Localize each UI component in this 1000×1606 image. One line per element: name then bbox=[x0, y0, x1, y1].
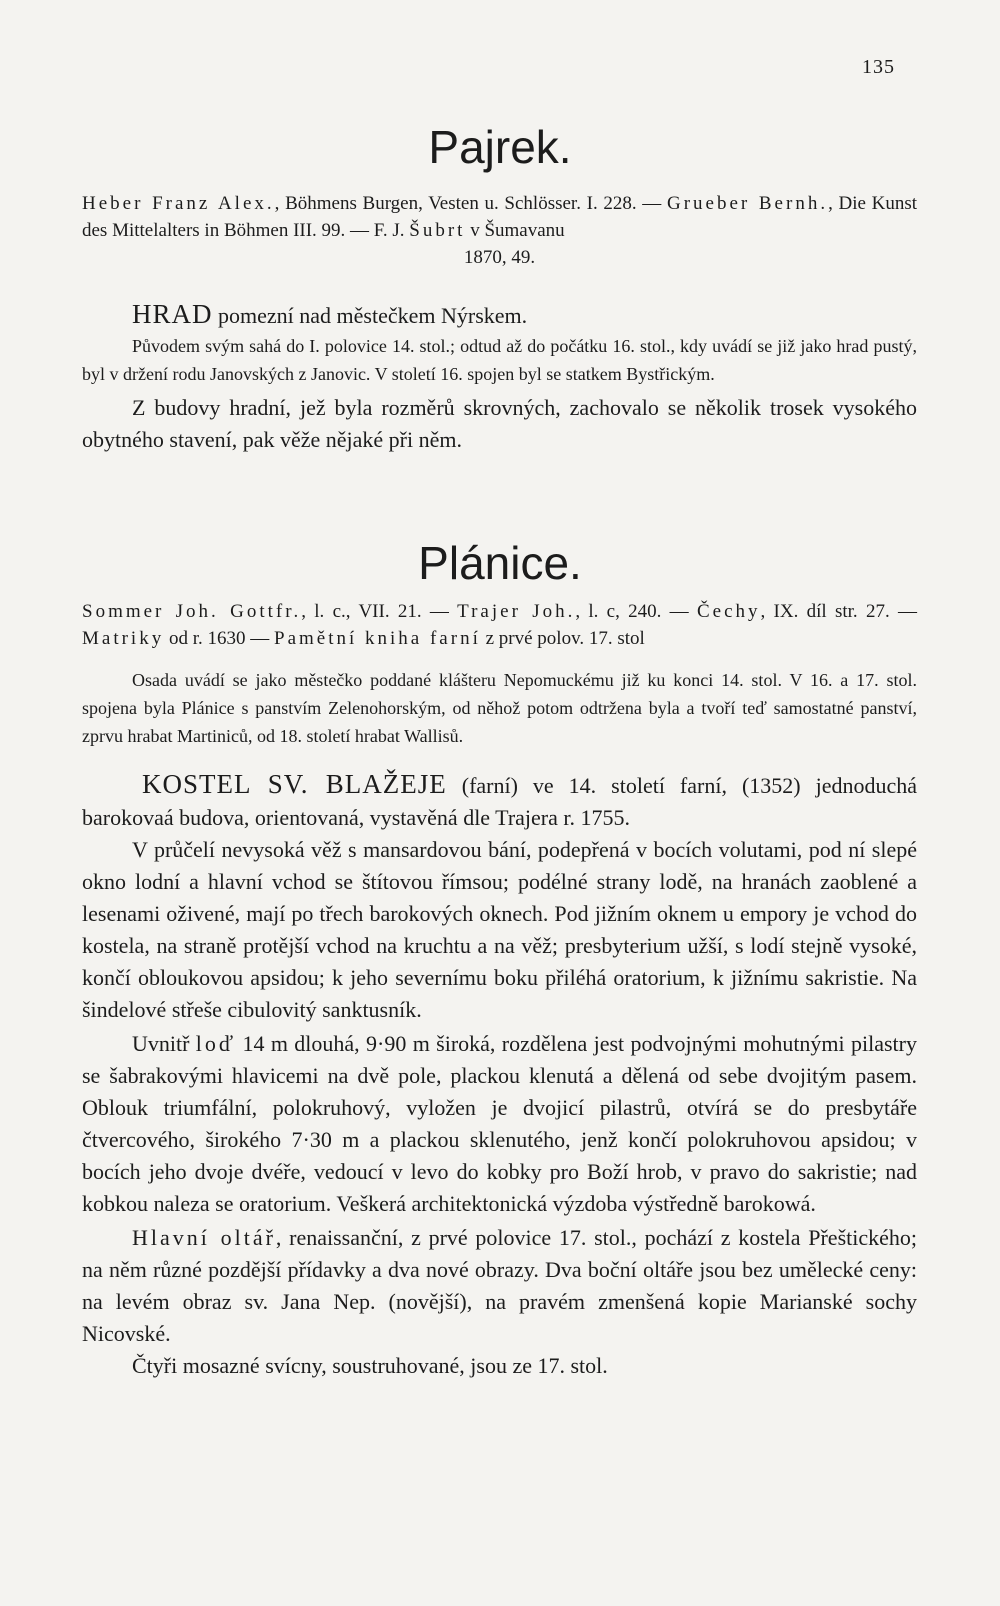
pajrek-body bbox=[82, 298, 917, 456]
section-title-pajrek: Pajrek. bbox=[428, 121, 572, 173]
oltar-rest: , renaissanční, z prvé polovice 17. stol., pochází z kostela Přeštického; na něm různé pozdější přídavky a dva nové obrazy. Dva boční oltáře jsou bez umělecké ceny: na levém obraz sv. Jana Nep. (novější), na pravém zmenšená kopie Marianské sochy Nicovské. bbox=[82, 1225, 917, 1346]
pruceli-paragraph: V průčelí nevysoká věž s mansardovou bání, podepřená v bocích volutami, pod ní slepé okno lodní a hlavní vchod se štítovou římsou; podélné strany lodě, na hranách zaoblené a lesenami oživené, mají po třech barokových oknech. Pod jižním oknem u empory je vchod do kostela, na straně protější vchod na kruchtu a na věž; presbyterium užší, s lodí stejně vysoké, končí obloukovou apsidou; k jeho severnímu boku přiléhá oratorium, k jižnímu sakristie. Na šindelové střeše cibulovitý sanktusník. bbox=[82, 837, 917, 1022]
ref-text: z prvé polov. 17. stol bbox=[480, 628, 645, 649]
ref-text: , l. c., VII. 21. — bbox=[301, 601, 458, 622]
oltar-paragraph bbox=[82, 1222, 917, 1350]
ref-text: , l. c, 240. — bbox=[575, 601, 697, 622]
uvnitr-rest: 14 m dlouhá, 9·90 m široká, rozdělena jest podvojnými mohutnými pilastry se šabrakovými hlavicemi na dvě pole, plackou klenutá a dělená od sebe dvojitým pasem. Oblouk triumfální, polokruhový, vyložen je dvojicí pilastrů, otvírá se do presbytáře čtvercového, širokého 7·30 m a plackou sklenutého, jenž končí polokruhovou apsidou; v bocích jeho dvoje dvéře, vedoucí v levo do kobky pro Boží hrob, v pravo do sakristie; nad kobkou naleza se oratorium. Veškerá architektonická výzdoba výstředně barokowá. bbox=[82, 1031, 917, 1216]
ref-text: , IX. díl str. 27. — bbox=[760, 601, 917, 622]
svicny-paragraph: Čtyři mosazné svícny, soustruhované, jsou ze 17. stol. bbox=[132, 1353, 608, 1378]
planice-ref-paragraph bbox=[82, 598, 917, 652]
uvnitr-spaced: loď bbox=[195, 1031, 237, 1056]
ref-text: v Šumavanu bbox=[465, 220, 565, 241]
osada-paragraph: Osada uvádí se jako městečko poddané klášteru Nepomuckému již ku konci 14. stol. V 16. a 17. stol. spojena byla Plánice s panstvím Zelenohorským, od něhož potom odtržena byla a tvoří teď samostatné panství, zprvu hrabat Martiniců, od 18. století hrabat Wallisů. bbox=[82, 670, 917, 746]
kostel-paragraph bbox=[82, 768, 917, 834]
ref-text: , Böhmens Burgen, Vesten u. Schlösser. I. 228. — bbox=[274, 193, 667, 214]
ref-author: Pamětní kniha farní bbox=[274, 628, 481, 649]
uvnitr-start: Uvnitř bbox=[132, 1031, 196, 1056]
ref-text: od r. 1630 — bbox=[164, 628, 274, 649]
pajrek-paragraph-2: Z budovy hradní, jež byla rozměrů skrovných, zachovalo se několik trosek vysokého obytného stavení, pak věže nějaké při něm. bbox=[82, 395, 917, 452]
planice-references bbox=[82, 598, 917, 652]
ref-author: Trajer Joh. bbox=[457, 601, 576, 622]
hrad-text: pomezní nad městečkem Nýrskem. bbox=[212, 303, 528, 328]
ref-author: Šubrt bbox=[409, 220, 466, 241]
ref-author: Matriky bbox=[82, 628, 165, 649]
planice-body bbox=[82, 666, 917, 1382]
pajrek-paragraph-1: Původem svým sahá do I. polovice 14. stol.; odtud až do počátku 16. stol., kdy uvádí se již jako hrad pustý, byl v držení rodu Janovských z Janovic. V století 16. spojen byl se statkem Bystřickým. bbox=[82, 336, 917, 384]
kostel-text: (farní) ve 14. století farní, (1352) jednoduchá barokovaá budova, orientovaná, vystavěná dle Trajera r. 1755. bbox=[82, 773, 917, 830]
uvnitr-paragraph bbox=[82, 1028, 917, 1220]
page-number: 135 bbox=[862, 56, 895, 78]
pajrek-ref-paragraph bbox=[82, 190, 917, 244]
kostel-lead: KOSTEL SV. BLAŽEJE bbox=[142, 769, 447, 799]
ref-author: Heber Franz Alex. bbox=[82, 193, 275, 214]
ref-text: , Die Kunst des Mittelalters in Böhmen III. 99. — F. J. bbox=[82, 193, 917, 241]
hrad-paragraph bbox=[82, 298, 917, 332]
oltar-spaced: Hlavní oltář bbox=[132, 1225, 276, 1250]
hrad-lead: HRAD bbox=[132, 299, 213, 329]
section-title-planice: Plánice. bbox=[418, 537, 582, 589]
pajrek-ref-tail: 1870, 49. bbox=[463, 247, 536, 268]
ref-author: Sommer Joh. Gottfr. bbox=[82, 601, 302, 622]
ref-author: Grueber Bernh. bbox=[666, 193, 829, 214]
ref-author: Čechy bbox=[696, 601, 761, 622]
pajrek-references bbox=[82, 190, 917, 271]
